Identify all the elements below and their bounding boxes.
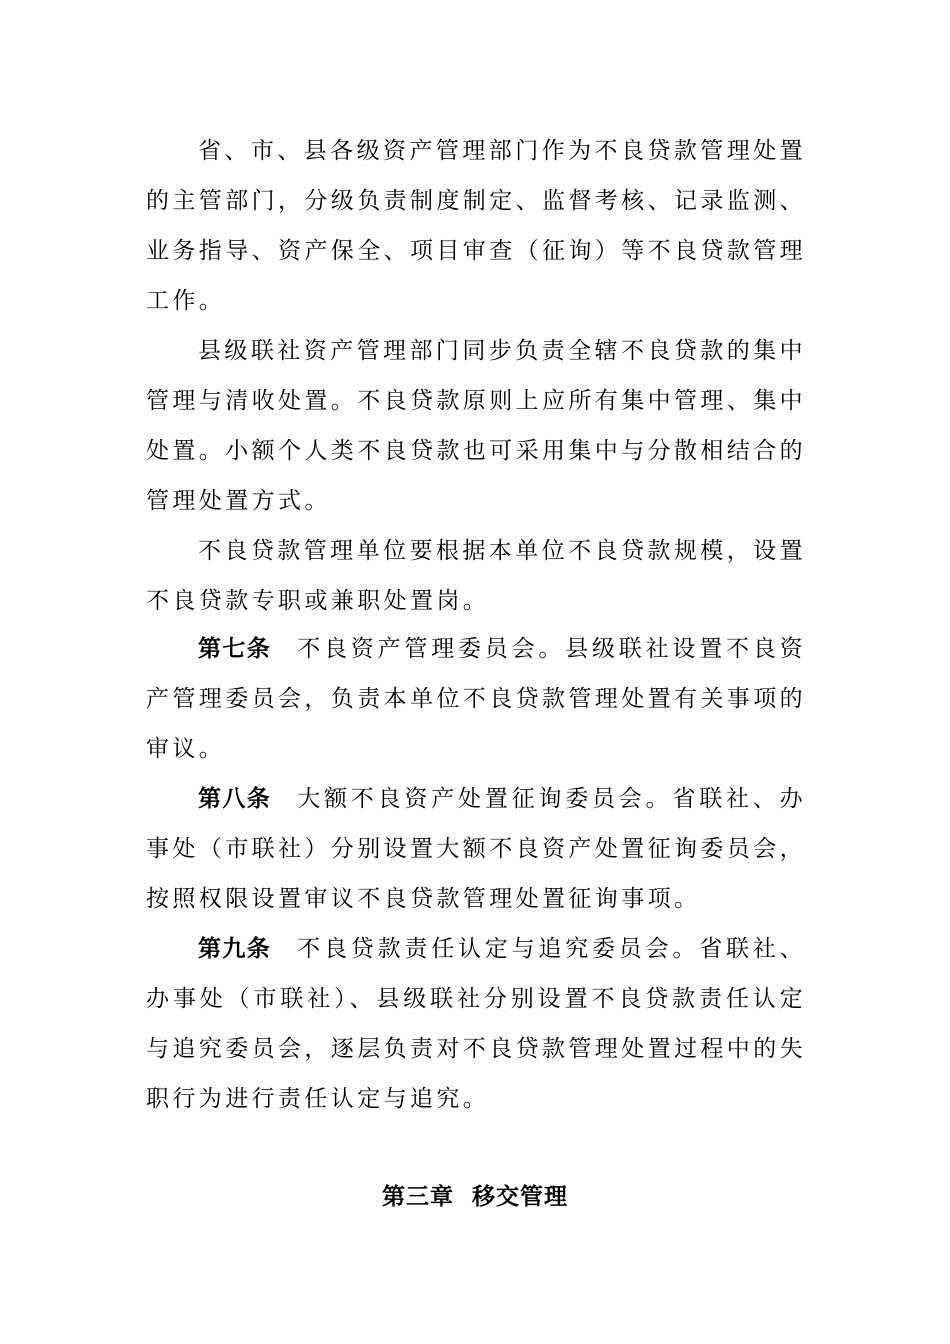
- article-title: 第九条: [198, 936, 272, 962]
- paragraph-asset-departments: [146, 126, 806, 326]
- article-title: 第七条: [198, 636, 272, 662]
- paragraph-text: 不良贷款责任认定与追究委员会。省联社、办事处（市联社）、县级联社分别设置不良贷款责任认定与追究委员会，逐层负责对不良贷款管理处置过程中的失职行为进行责任认定与追究。: [146, 936, 806, 1112]
- paragraph-county-asset-department: [146, 326, 806, 526]
- paragraph-text: 不良资产管理委员会。县级联社设置不良资产管理委员会，负责本单位不良贷款管理处置有关事项的审议。: [146, 636, 806, 762]
- paragraph-text: 大额不良资产处置征询委员会。省联社、办事处（市联社）分别设置大额不良资产处置征询委员会，按照权限设置审议不良贷款管理处置征询事项。: [146, 786, 806, 912]
- paragraph-text: 县级联社资产管理部门同步负责全辖不良贷款的集中管理与清收处置。不良贷款原则上应所有集中管理、集中处置。小额个人类不良贷款也可采用集中与分散相结合的管理处置方式。: [146, 338, 806, 514]
- article-title: 第八条: [198, 786, 272, 812]
- paragraph-disposal-post: [146, 526, 806, 626]
- article-nine: [146, 924, 806, 1124]
- paragraph-text: 省、市、县各级资产管理部门作为不良贷款管理处置的主管部门，分级负责制度制定、监督考核、记录监测、业务指导、资产保全、项目审查（征询）等不良贷款管理工作。: [146, 138, 806, 314]
- article-eight: [146, 774, 806, 924]
- chapter-heading: 第三章 移交管理: [381, 1184, 568, 1210]
- paragraph-text: 不良贷款管理单位要根据本单位不良贷款规模，设置不良贷款专职或兼职处置岗。: [146, 538, 806, 614]
- article-seven: [146, 624, 806, 774]
